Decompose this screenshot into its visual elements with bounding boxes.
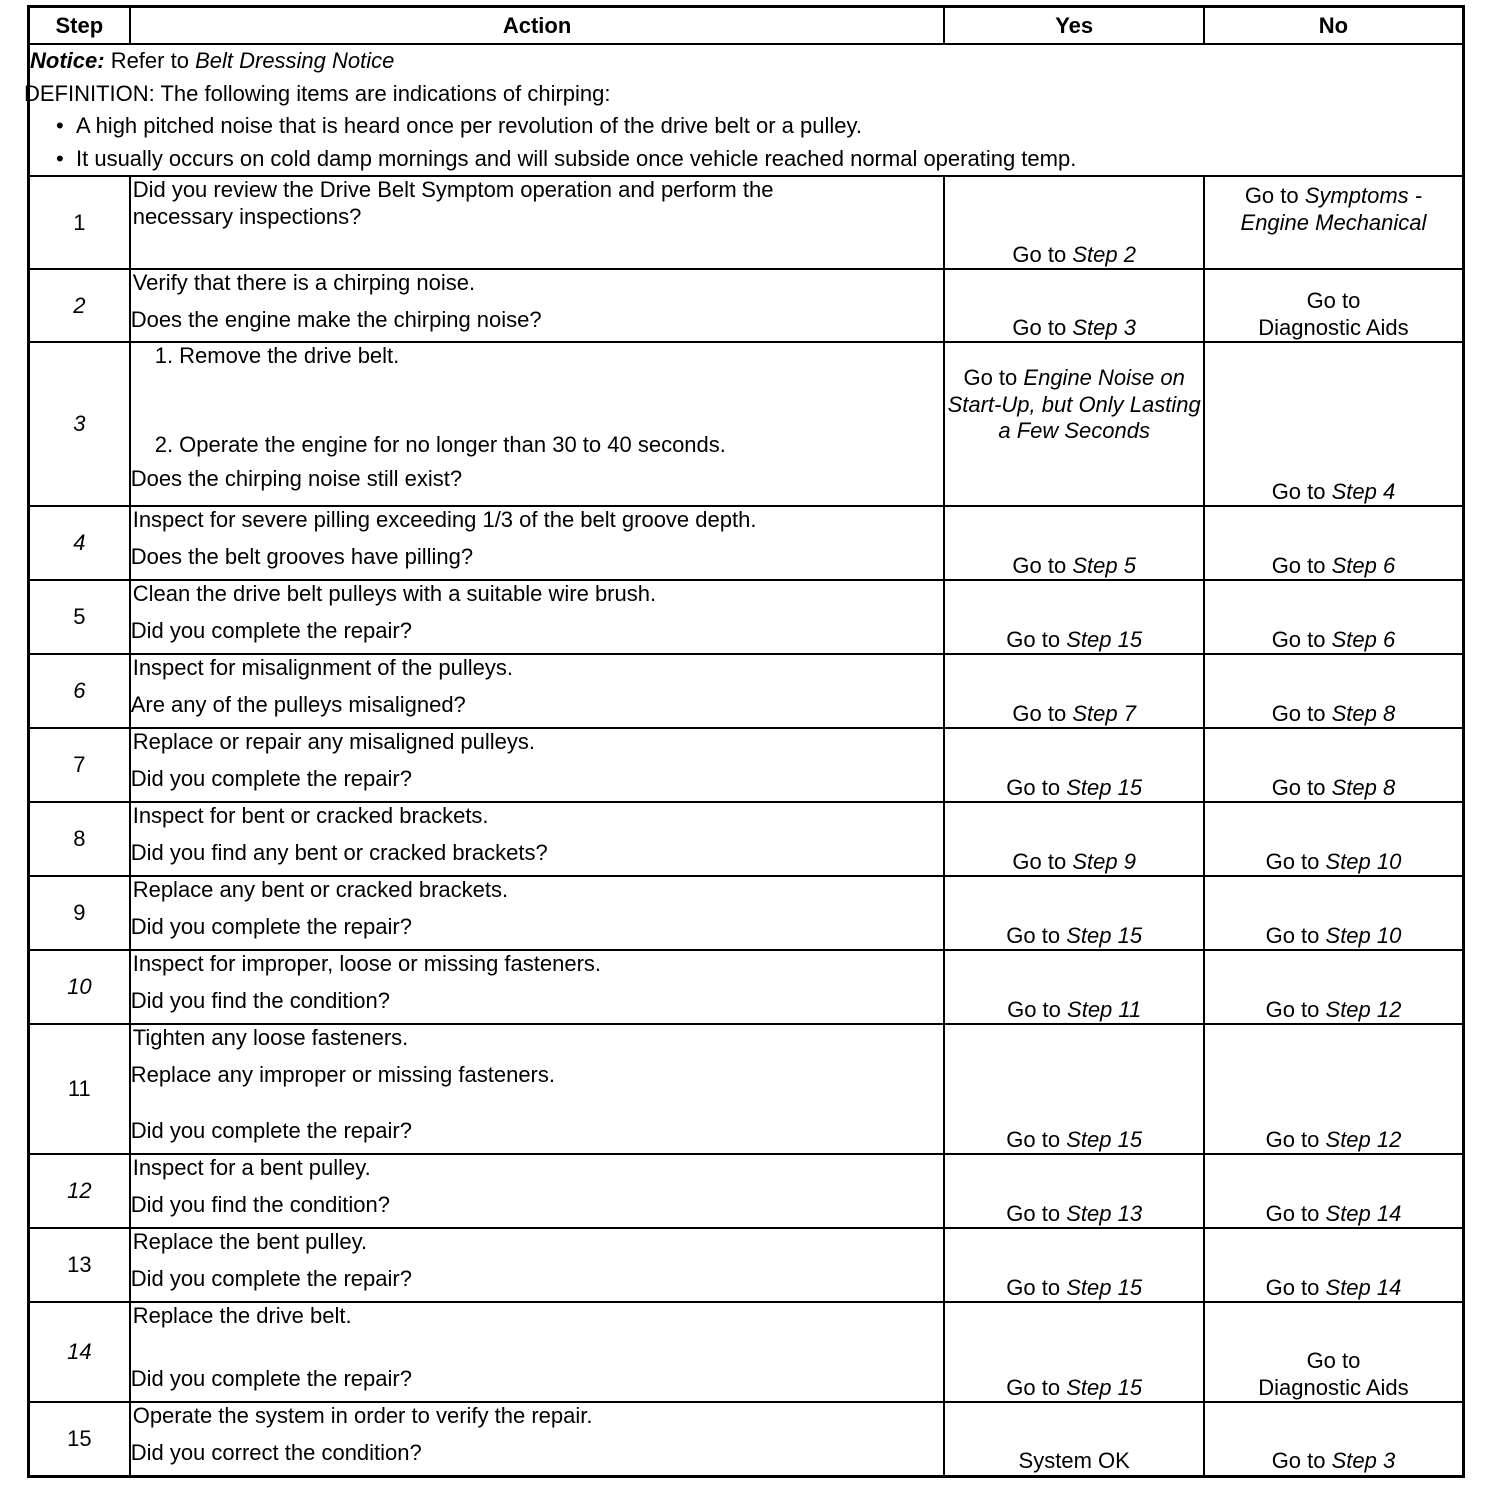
action-line: Did you complete the repair? [130,1365,412,1391]
action-line: 2. Operate the engine for no longer than 30 to 40 seconds. [154,431,726,457]
yes-cell: Go to Step 15 [944,1228,1204,1302]
action-line: Inspect for misalignment of the pulleys. [132,655,513,681]
step-number: 15 [29,1402,130,1476]
step-number: 2 [29,269,130,342]
no-cell: Go to Diagnostic Aids [1204,269,1464,342]
table-row [29,876,1464,950]
step-number: 10 [29,950,130,1024]
action-line: Verify that there is a chirping noise. [132,270,476,296]
bullet-2: • It usually occurs on cold damp mornings and will subside once vehicle reached normal operating temp. [56,145,1077,171]
action-line: necessary inspections? [132,203,362,229]
action-line: Did you complete the repair? [130,765,412,791]
no-cell: Go to Step 12 [1204,950,1464,1024]
table-row [29,506,1464,580]
step-number: 11 [29,1024,130,1154]
yes-cell: Go to Step 15 [944,580,1204,654]
yes-cell: Go to Step 15 [944,1302,1204,1402]
notice-row [29,44,1464,176]
action-cell [130,269,945,342]
action-line: Inspect for a bent pulley. [132,1155,371,1181]
action-cell [130,506,945,580]
no-cell: Go to Step 14 [1204,1228,1464,1302]
action-cell [130,580,945,654]
no-cell: Go to Step 6 [1204,580,1464,654]
header-yes: Yes [944,7,1204,45]
action-cell [130,1154,945,1228]
step-number: 9 [29,876,130,950]
table-row [29,580,1464,654]
no-cell: Go to Step 3 [1204,1402,1464,1476]
action-line: Did you review the Drive Belt Symptom operation and perform the [132,177,774,203]
action-line: Replace or repair any misaligned pulleys. [132,729,536,755]
action-line: Tighten any loose fasteners. [132,1025,409,1051]
action-line: Did you complete the repair? [130,617,412,643]
table-row [29,1154,1464,1228]
yes-cell: Go to Step 15 [944,876,1204,950]
action-cell [130,1302,945,1402]
action-line: Replace any improper or missing fasteners. [130,1061,555,1087]
action-cell [130,950,945,1024]
table-row [29,342,1464,506]
yes-cell: System OK [944,1402,1204,1476]
yes-cell: Go to Step 2 [944,176,1204,269]
no-cell: Go to Step 4 [1204,342,1464,506]
action-line: Does the chirping noise still exist? [130,465,463,491]
step-number: 5 [29,580,130,654]
step-number: 3 [29,342,130,506]
step-number: 7 [29,728,130,802]
action-line: Did you complete the repair? [130,1265,412,1291]
action-line: Inspect for improper, loose or missing fasteners. [132,951,602,977]
no-cell: Go to Step 8 [1204,728,1464,802]
step-number: 6 [29,654,130,728]
notice-text: Refer to [110,48,189,73]
yes-cell: Go to Step 3 [944,269,1204,342]
action-line: Replace the bent pulley. [132,1229,368,1255]
header-row [29,7,1464,45]
step-number: 1 [29,176,130,269]
action-cell [130,342,945,506]
action-line: Replace the drive belt. [132,1303,352,1329]
action-line: Are any of the pulleys misaligned? [130,691,466,717]
step-number: 13 [29,1228,130,1302]
bullet-1: • A high pitched noise that is heard once per revolution of the drive belt or a pulley. [56,113,862,139]
table-row [29,1228,1464,1302]
action-cell [130,1228,945,1302]
action-line: Did you correct the condition? [130,1439,422,1465]
no-cell: Go to Step 6 [1204,506,1464,580]
action-line: Did you find the condition? [130,1191,390,1217]
no-cell: Go to Step 14 [1204,1154,1464,1228]
yes-cell: Go to Step 13 [944,1154,1204,1228]
notice-cell [24,44,1464,176]
no-cell: Go to Step 8 [1204,654,1464,728]
action-line: Inspect for bent or cracked brackets. [132,803,489,829]
action-line: Operate the system in order to verify the repair. [132,1403,593,1429]
action-line: Did you find the condition? [130,987,390,1013]
no-cell: Go to Diagnostic Aids [1204,1302,1464,1402]
header-no: No [1204,7,1464,45]
action-line: Clean the drive belt pulleys with a suitable wire brush. [132,581,657,607]
step-number: 14 [29,1302,130,1402]
table-row [29,1402,1464,1476]
action-line: Does the engine make the chirping noise? [130,306,542,332]
no-cell: Go to Step 10 [1204,876,1464,950]
step-number: 4 [29,506,130,580]
yes-cell: Go to Step 9 [944,802,1204,876]
action-line: Did you complete the repair? [130,1117,412,1143]
action-cell [130,654,945,728]
step-number: 12 [29,1154,130,1228]
table-row [29,654,1464,728]
action-cell [130,176,945,269]
action-line: Inspect for severe pilling exceeding 1/3 of the belt groove depth. [132,507,757,533]
action-cell [130,728,945,802]
yes-cell: Go to Step 15 [944,728,1204,802]
action-line: 1. Remove the drive belt. [154,343,400,369]
table-row [29,176,1464,269]
action-cell [130,802,945,876]
table-row [29,728,1464,802]
action-line: Did you complete the repair? [130,913,412,939]
table-row [29,950,1464,1024]
notice-label: Notice: [30,48,105,73]
no-cell: Go to Symptoms - Engine Mechanical [1204,176,1464,269]
action-line: Did you find any bent or cracked brackets? [130,839,548,865]
no-cell: Go to Step 12 [1204,1024,1464,1154]
action-line: Replace any bent or cracked brackets. [132,877,509,903]
header-action: Action [130,7,945,45]
table-row [29,269,1464,342]
table-row [29,1024,1464,1154]
notice-line [30,45,1462,78]
yes-cell: Go to Step 5 [944,506,1204,580]
step-number: 8 [29,802,130,876]
diagnostic-table [24,5,1465,1478]
table-row [29,802,1464,876]
header-step: Step [29,7,130,45]
definition-text: DEFINITION: The following items are indications of chirping: [24,80,611,106]
action-cell [130,876,945,950]
action-cell [130,1024,945,1154]
notice-ref: Belt Dressing Notice [195,48,395,73]
table-row [29,1302,1464,1402]
yes-cell: Go to Step 7 [944,654,1204,728]
action-line: Does the belt grooves have pilling? [130,543,474,569]
action-cell [130,1402,945,1476]
yes-cell: Go to Step 15 [944,1024,1204,1154]
yes-cell: Go to Engine Noise on Start-Up, but Only Lasting a Few Seconds [944,342,1204,506]
yes-cell: Go to Step 11 [944,950,1204,1024]
no-cell: Go to Step 10 [1204,802,1464,876]
